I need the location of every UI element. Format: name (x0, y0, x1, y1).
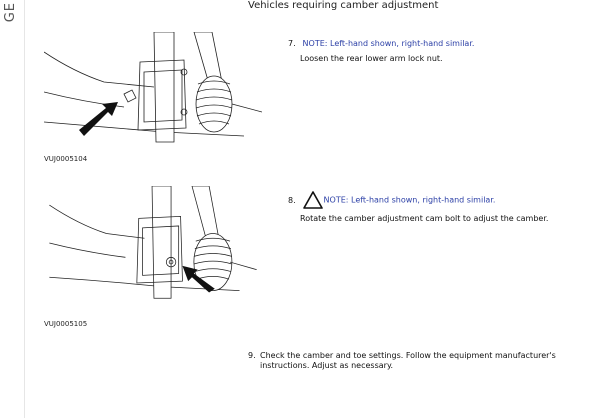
figure-camber-adjustment-cam-bolt (44, 186, 262, 302)
step-number: 7. (288, 39, 296, 48)
step-text: Check the camber and toe settings. Follow the equipment manufacturer's instructions. Adjust as necessary. (260, 351, 556, 370)
step-note: NOTE: Left-hand shown, right-hand similar. (302, 39, 475, 48)
figure-id-2: VUJ0005105 (44, 320, 88, 328)
step-9 (248, 351, 568, 371)
section-side-tab (0, 0, 25, 418)
arrow-pointer-icon (79, 102, 118, 136)
step-note: NOTE: Left-hand shown, right-hand similar. (323, 195, 496, 205)
step-7 (288, 38, 474, 64)
side-tab-label: GE (3, 2, 18, 23)
step-number: 8. (288, 195, 296, 205)
step-text: Rotate the camber adjustment cam bolt to adjust the camber. (300, 214, 549, 223)
step-8 (288, 191, 548, 224)
step-text: Loosen the rear lower arm lock nut. (300, 54, 443, 63)
figure-rear-lower-arm-lock-nut (44, 32, 262, 148)
page-title: Vehicles requiring camber adjustment (248, 0, 439, 11)
warning-triangle-icon (303, 191, 323, 209)
step-number: 9. (248, 351, 256, 360)
figure-id-1: VUJ0005104 (44, 155, 88, 163)
